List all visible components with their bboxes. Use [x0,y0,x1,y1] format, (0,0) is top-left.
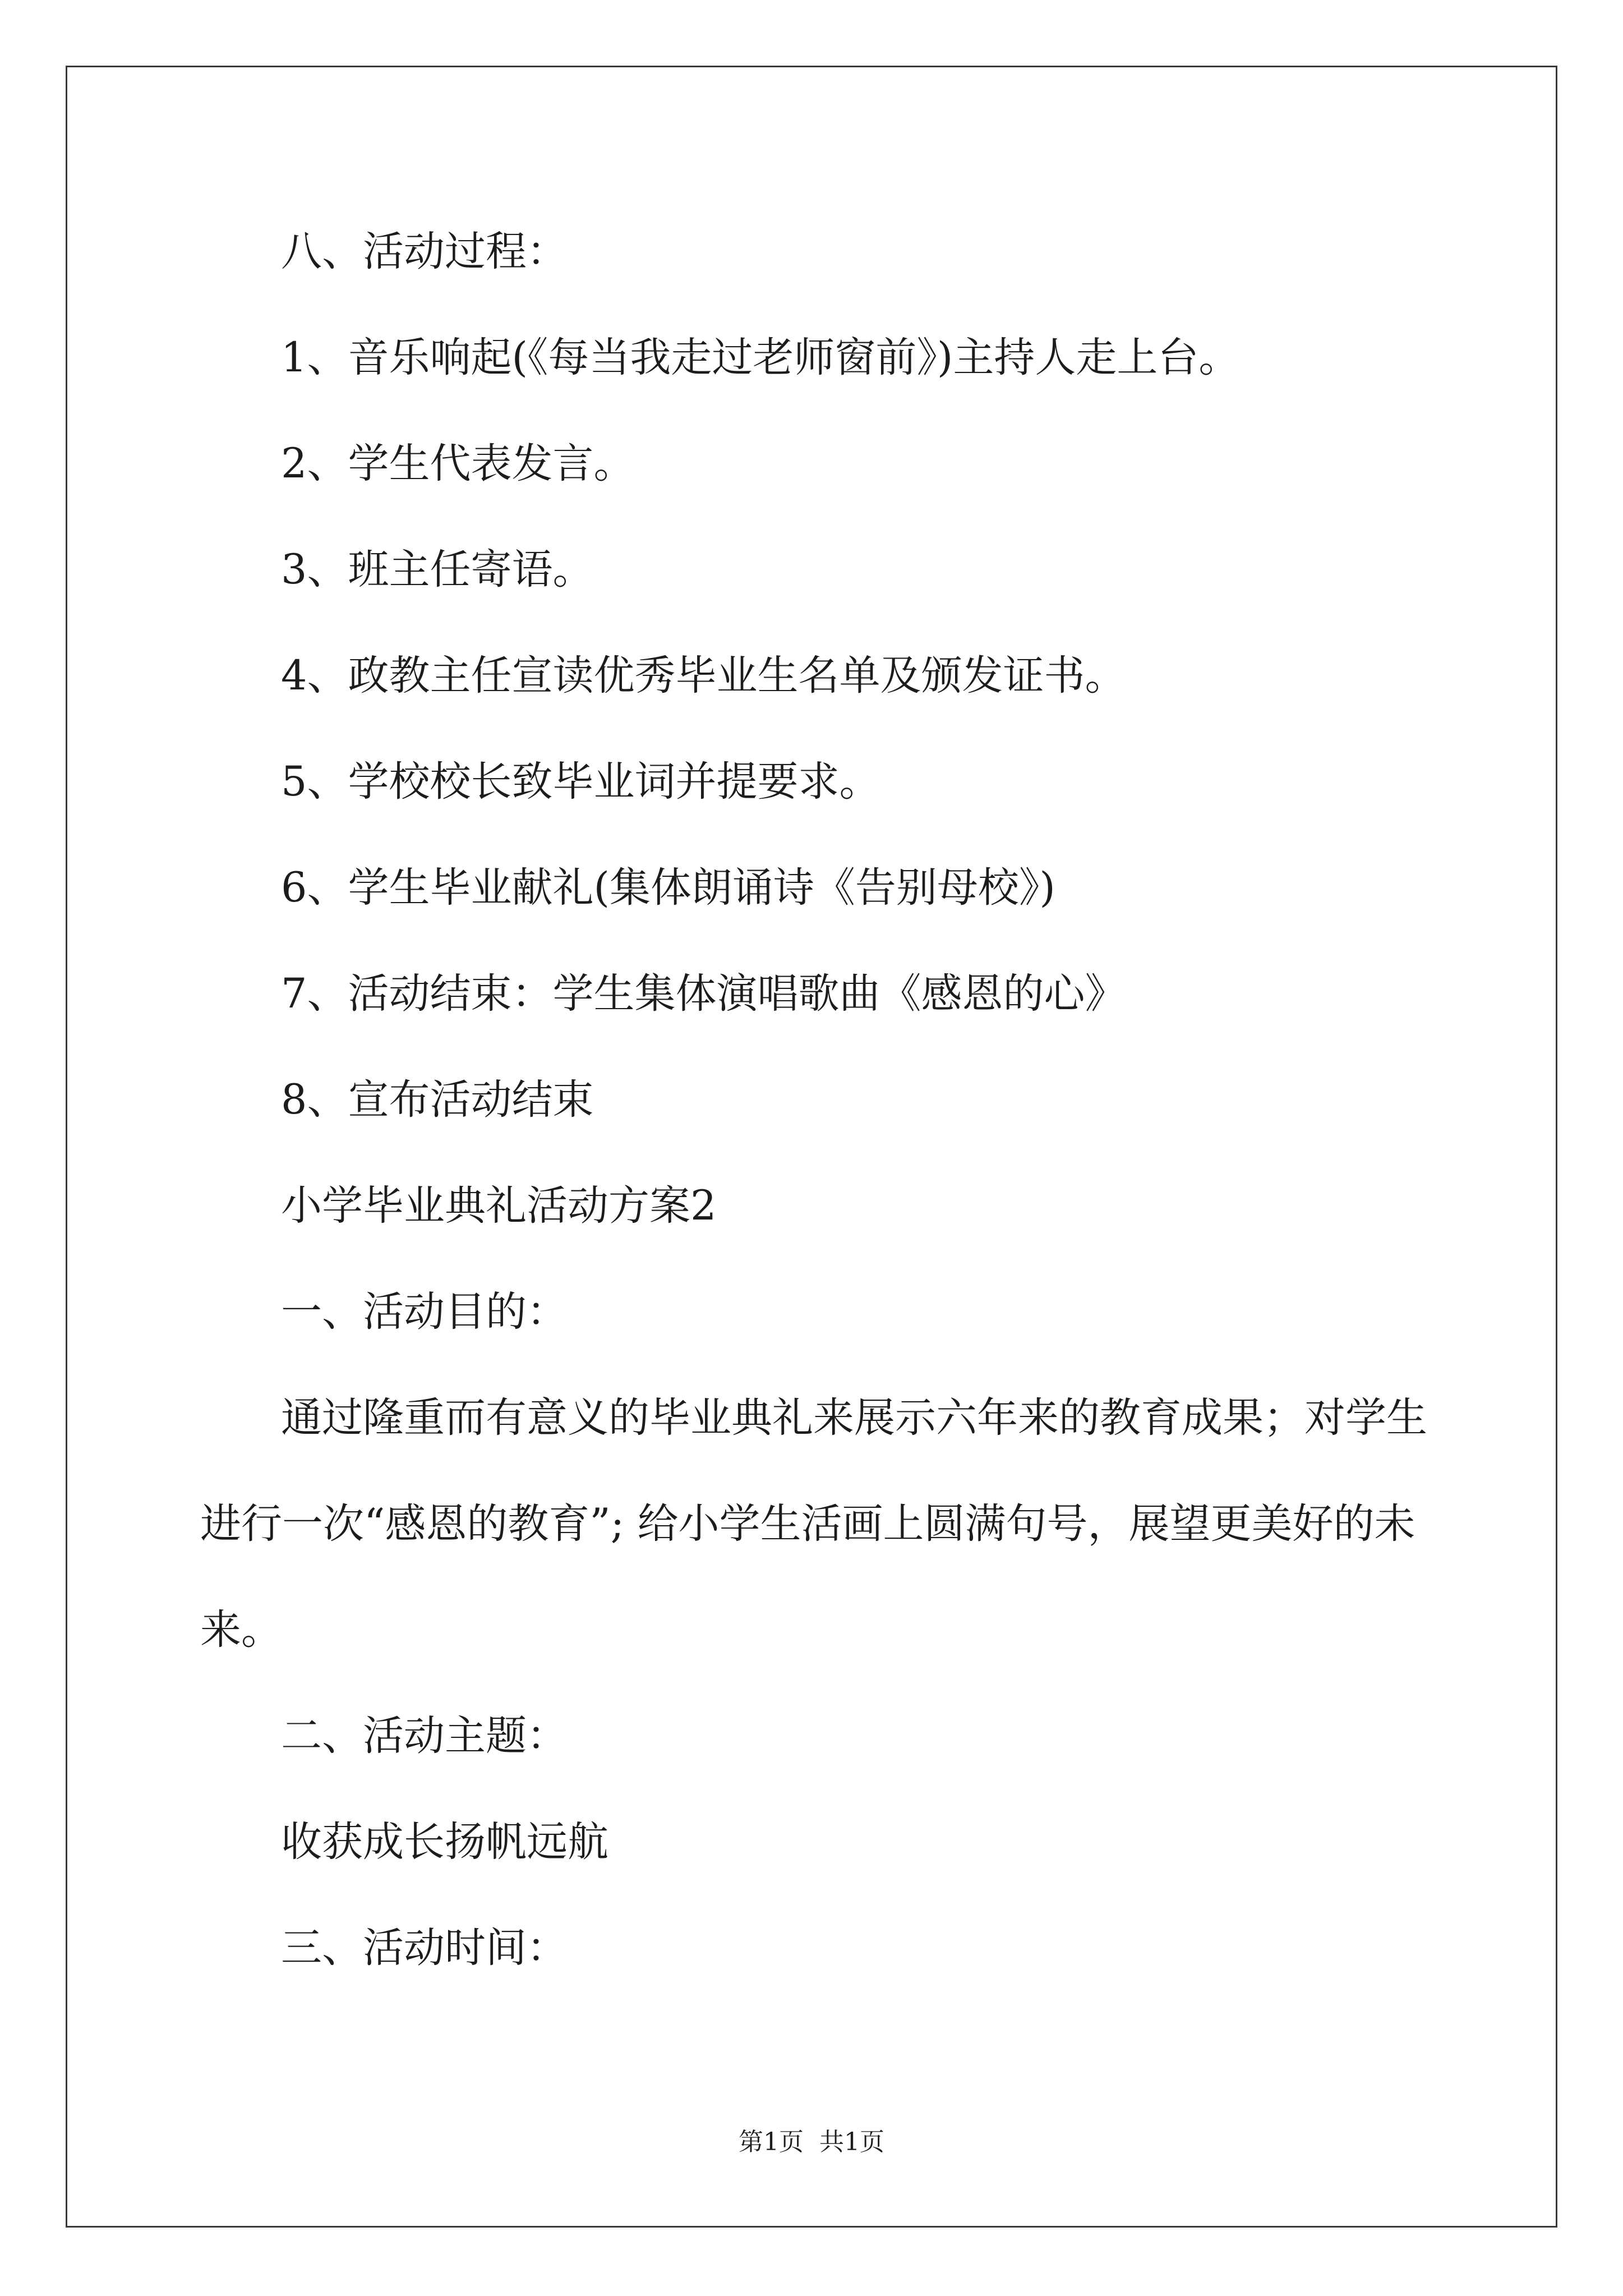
paragraph-line: 来。 [200,1606,282,1654]
step-item: 5、学校校长致毕业词并提要求。 [281,758,880,806]
step-item: 6、学生毕业献礼(集体朗诵诗《告别母校》) [281,864,1055,912]
step-item: 8、宣布活动结束 [281,1076,594,1124]
step-item: 3、班主任寄语。 [281,546,594,593]
plan-title: 小学毕业典礼活动方案2 [281,1182,717,1230]
section-heading: 八、活动过程： [281,228,568,275]
step-item: 4、政教主任宣读优秀毕业生名单及颁发证书。 [281,652,1126,700]
section-heading: 一、活动目的： [281,1288,568,1336]
document-body [200,199,1490,2001]
footer-page-info: 第1页 共1页 [739,2128,884,2156]
step-item: 2、学生代表发言。 [281,440,635,487]
paragraph-line: 通过隆重而有意义的毕业典礼来展示六年来的教育成果；对学生 [281,1394,1427,1442]
step-item: 1、音乐响起(《每当我走过老师窗前》)主持人走上台。 [281,334,1240,381]
theme-text: 收获成长扬帆远航 [281,1818,608,1866]
section-heading: 二、活动主题： [281,1712,568,1760]
step-item: 7、活动结束：学生集体演唱歌曲《感恩的心》 [281,970,1126,1018]
section-heading: 三、活动时间： [281,1924,568,1972]
paragraph-line: 进行一次“感恩的教育”; 给小学生活画上圆满句号，展望更美好的未 [200,1500,1415,1548]
